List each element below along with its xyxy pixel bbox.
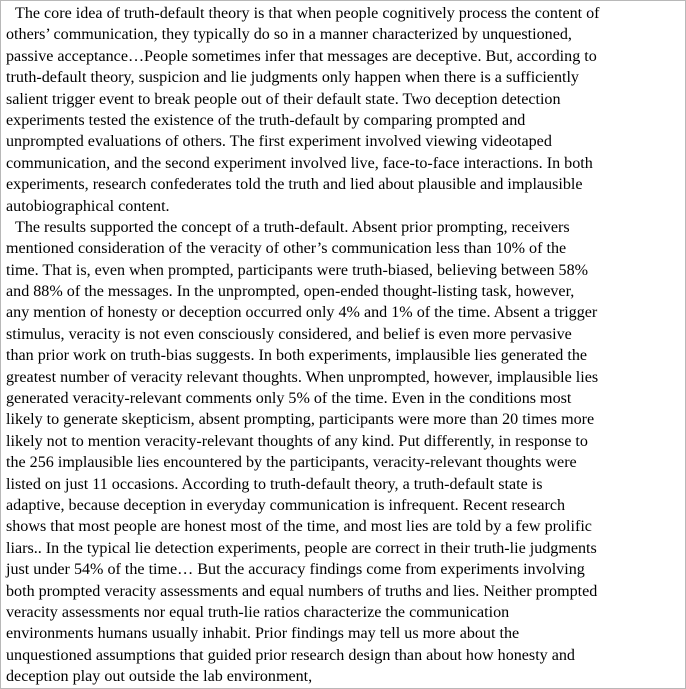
- text-line: truth-default theory, suspicion and lie judgments only happen when there is a sufficiently: [6, 69, 579, 87]
- document-body: [6, 3, 682, 688]
- text-line: time. That is, even when prompted, participants were truth-biased, believing between 58%: [6, 261, 589, 279]
- text-line: both prompted veracity assessments and equal numbers of truths and lies. Neither prompted: [6, 582, 598, 600]
- text-line: mentioned consideration of the veracity of other’s communication less than 10% of the: [6, 240, 567, 258]
- text-line: The results supported the concept of a truth-default. Absent prior prompting, receivers: [15, 218, 570, 236]
- text-line: likely to generate skepticism, absent prompting, participants were more than 20 times more: [6, 411, 595, 429]
- text-line: communication, and the second experiment involved live, face-to-face interactions. In both: [6, 154, 593, 172]
- text-line: likely not to mention veracity-relevant thoughts of any kind. Put differently, in response to: [6, 432, 588, 450]
- text-line: unquestioned assumptions that guided prior research design than about how honesty and: [6, 646, 575, 664]
- text-line: just under 54% of the time… But the accuracy findings come from experiments involving: [6, 561, 585, 579]
- text-line: The core idea of truth-default theory is that when people cognitively process the content of: [15, 5, 600, 22]
- text-line: passive acceptance…People sometimes infer that messages are deceptive. But, according to: [6, 47, 597, 65]
- text-line: others’ communication, they typically do so in a manner characterized by unquestioned,: [6, 26, 572, 44]
- text-line: experiments, research confederates told the truth and lied about plausible and implausible: [6, 176, 583, 194]
- text-line: and 88% of the messages. In the unprompted, open-ended thought-listing task, however,: [6, 283, 575, 301]
- text-line: unprompted evaluations of others. The first experiment involved viewing videotaped: [6, 133, 552, 151]
- text-line: adaptive, because deception in everyday communication is infrequent. Recent research: [6, 496, 566, 514]
- text-line: salient trigger event to break people out of their default state. Two deception detection: [6, 90, 561, 108]
- text-line: than prior work on truth-bias suggests. In both experiments, implausible lies generated the: [6, 347, 588, 365]
- paragraph-1: [6, 3, 682, 217]
- text-line: stimulus, veracity is not even consciously considered, and belief is even more pervasive: [6, 325, 572, 343]
- text-line: environments humans usually inhabit. Prior findings may tell us more about the: [6, 625, 520, 643]
- text-line: veracity assessments nor equal truth-lie ratios characterize the communication: [6, 603, 510, 621]
- text-line: the 256 implausible lies encountered by the participants, veracity-relevant thoughts were: [6, 454, 577, 472]
- text-line: greatest number of veracity relevant thoughts. When unprompted, however, implausible lies: [6, 368, 599, 386]
- paragraph-2: [6, 217, 682, 688]
- text-line: autobiographical content.: [6, 197, 170, 215]
- text-line: shows that most people are honest most of the time, and most lies are told by a few prolific: [6, 518, 592, 536]
- text-line: listed on just 11 occasions. According to truth-default theory, a truth-default state is: [6, 475, 543, 493]
- text-line: liars.. In the typical lie detection experiments, people are correct in their truth-lie judgments: [6, 539, 597, 557]
- text-line: experiments tested the existence of the truth-default by comparing prompted and: [6, 111, 526, 129]
- text-line: deception play out outside the lab environment,: [6, 668, 313, 686]
- text-line: generated veracity-relevant comments only 5% of the time. Even in the conditions most: [6, 390, 572, 408]
- text-line: any mention of honesty or deception occurred only 4% and 1% of the time. Absent a trigger: [6, 304, 598, 322]
